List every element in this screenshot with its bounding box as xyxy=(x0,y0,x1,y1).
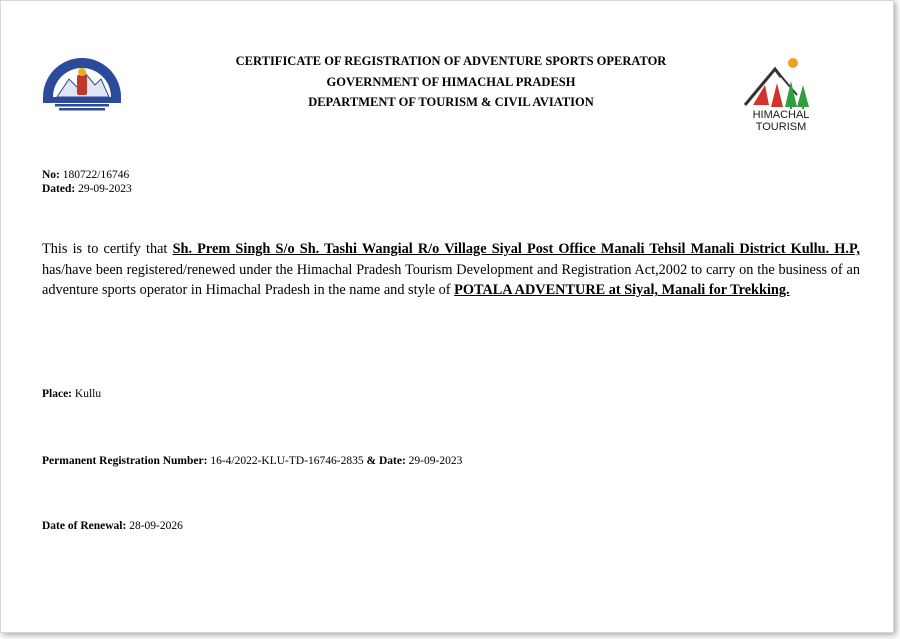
place-line xyxy=(42,388,101,400)
permanent-registration-date-value: 29-09-2023 xyxy=(408,455,463,467)
reference-block xyxy=(42,168,132,196)
himachal-emblem-icon xyxy=(39,53,125,115)
tourism-logo-line-1: HIMACHAL xyxy=(752,109,810,121)
himachal-tourism-logo xyxy=(735,55,825,139)
permanent-registration-date-label: & Date: xyxy=(366,455,406,467)
mountain-trees-icon xyxy=(735,55,825,111)
certification-paragraph xyxy=(42,239,860,301)
business-name: POTALA ADVENTURE at Siyal, Manali for Trekking. xyxy=(454,282,790,298)
reference-number-value: 180722/16746 xyxy=(62,169,130,181)
heading-line-3: DEPARTMENT OF TOURISM & CIVIL AVIATION xyxy=(308,95,594,109)
reference-date-label: Dated: xyxy=(42,183,76,195)
heading-line-2: GOVERNMENT OF HIMACHAL PRADESH xyxy=(326,74,576,89)
holder-details: Sh. Prem Singh S/o Sh. Tashi Wangial R/o Village Siyal Post Office Manali Tehsil Manali District Kullu. H.P, xyxy=(172,241,860,257)
place-label: Place: xyxy=(42,388,73,400)
renewal-line xyxy=(42,520,183,532)
reference-date-value: 29-09-2023 xyxy=(78,183,132,195)
reference-number xyxy=(42,168,132,182)
body-intro: This is to certify that xyxy=(42,241,173,257)
heading-line-1: CERTIFICATE OF REGISTRATION OF ADVENTURE SPORTS OPERATOR xyxy=(235,54,667,68)
certificate-heading xyxy=(171,51,731,113)
place-value: Kullu xyxy=(74,388,102,400)
reference-number-label: No: xyxy=(42,169,60,181)
permanent-registration-value: 16-4/2022-KLU-TD-16746-2835 xyxy=(210,455,364,467)
reference-date xyxy=(42,182,132,196)
body-middle: has/have been registered/renewed under the Himachal Pradesh Tourism Development and Registration Act,2002 to carry on the business of an adventure sports operator in Himachal Pradesh in the name and style of xyxy=(42,261,860,298)
renewal-label: Date of Renewal: xyxy=(42,520,127,532)
renewal-value: 28-09-2026 xyxy=(129,520,183,532)
permanent-registration-label: Permanent Registration Number: xyxy=(42,455,208,467)
permanent-registration-line xyxy=(42,455,462,467)
tourism-logo-text xyxy=(739,109,823,133)
tourism-logo-line-2: TOURISM xyxy=(755,121,807,133)
